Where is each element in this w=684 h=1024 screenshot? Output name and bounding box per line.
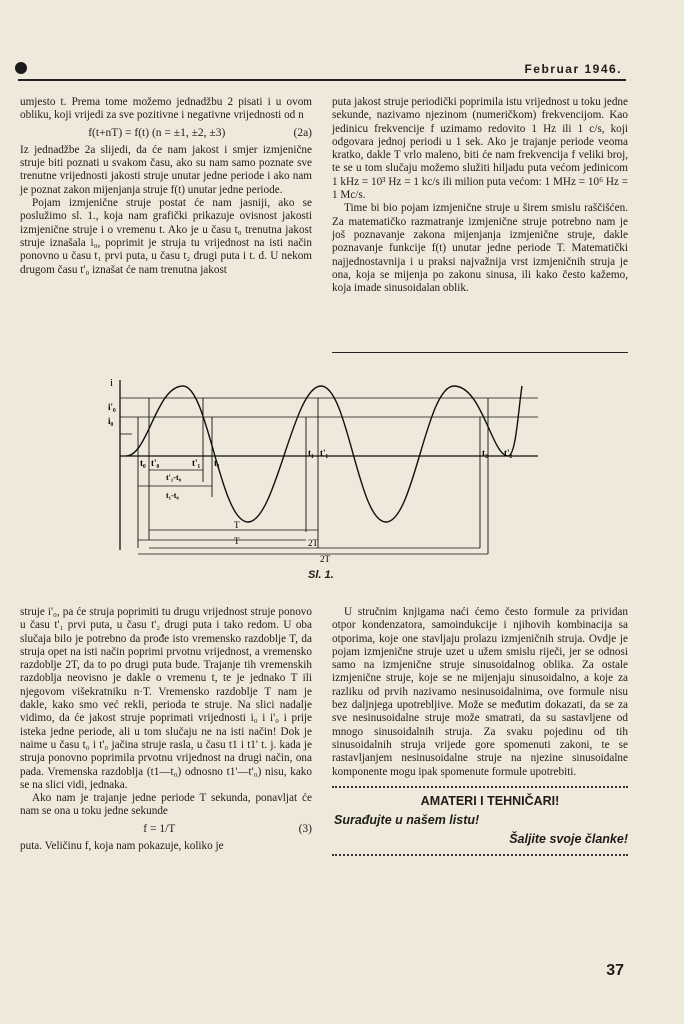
paragraph: Time bi bio pojam izmjenične struje u širem smislu raščišćen. Za matematičko razmatranje izmjenične struje potrebno nam je još poznavanje zakona mijenjanja izmjenične struje, dakle poznavanje funkcije f(t) unutar jedne periode T. Matematički najjednostavnija i u praksi najvažnija vrst izmjeničnih struja je ona, koja se mijenja po zakonu sinusa, ili kako često kažemo, koja imade sinusoidalan oblik. (332, 202, 628, 295)
dotted-rule (332, 786, 628, 788)
label-i0: i₀ (108, 416, 114, 426)
label-t2p: t'₂ (504, 448, 513, 458)
label-t0p: t'₀ (151, 458, 160, 468)
paragraph: umjesto t. Prema tome možemo jednadžbu 2 pisati i u ovom obliku, koji vrijedi za sve pozitivne i negativne vrijednosti od n (20, 96, 312, 122)
label-period-T-2: T (234, 536, 240, 546)
paragraph: Ako nam je trajanje jedne periode T sekunda, ponavljat će nam se ona u toku jedne sekunde (20, 792, 312, 818)
formula-2a (20, 127, 312, 140)
header-bullet (15, 62, 27, 74)
dotted-rule (332, 854, 628, 856)
label-t1-next: t₁ (308, 448, 314, 458)
bottom-left-column (20, 606, 312, 853)
formula-text: f = 1/T (143, 822, 176, 835)
formula-text: f(t+nT) = f(t) (n = ±1, ±2, ±3) (88, 126, 226, 139)
label-t1: t₁ (214, 458, 220, 468)
paragraph: U stručnim knjigama naći ćemo često formule za prividan otpor kondenzatora, samoindukcije i njihovih kombinacija sa otporima, koje one stavljaju prolazu izmjeničnih struja. Ovdje je pojam izmjenične struje uzet u užem smislu riječi, jer se odnosi samo na izmjenične struje sinusoidalnog oblika. Za ostale izmjenične struje, koje se ne mijenjaju sinusoidalno, a koje za razliku od prvih nazivamo nesinusoidalnima, ove formule nisu bez daljnjega upotrebljive. Može se međutim dokazati, da se za sve nesinusoidalne struje može smatrati, da su sastavljene od mnogo sinusoidalnih struja. Za svaku pojedinu od tih sinusoidalnih struja vrijede gore spomenuti zakoni, te se rastavljanjem nesinusoidalne struje na njezine sinusoidalne komponente mogu ipak spomenute formule upotrebiti. (332, 606, 628, 778)
label-period-T-1: T (234, 520, 240, 530)
top-left-column (20, 96, 312, 277)
paragraph: Pojam izmjenične struje postat će nam jasniji, ako se poslužimo sl. 1., koja nam grafički prikazuje ovisnost jakosti izmjenične struje i o vremenu t. Ako je u času t₀ trenutna jakost struje iznašala i₀, poprimit je struja tu vrijednost na isti način ponovno u času t₁ prvi puta, u času t₂ drugi puta i t. d. U nekom drugom času t'₀ iznašat će nam trenutna jakost (20, 197, 312, 276)
header-rule (18, 79, 626, 81)
axis-label-i: i (110, 377, 114, 389)
label-t1p: t'₁ (192, 458, 201, 468)
paragraph: puta jakost struje periodički poprimila istu vrijednost u toku jedne sekunde, nazivamo njezinom (numeričkom) frekvencijom. Kao jedinicu frekvencije f uzimamo redovito 1 Hz ili 1 c/s, koji odgovara jednoj periodi u 1 sek. Ako je trajanje periode veoma kratko, dakle T vrlo maleno, biti će nam frekvencija f veliki broj, te se u tom slučaju možemo služiti hiljadu puta većom jedinicom 1 kHz = 10³ Hz = 1 kc/s ili milion puta većom: 1 MHz = 10⁶ Hz = 1 Mc/s. (332, 96, 628, 202)
bottom-right-column (332, 606, 628, 863)
paragraph: Iz jednadžbe 2a slijedi, da će nam jakost i smjer izmjenične struje biti poznati u svakom času, ako su nam samo poznate sve trenutne vrijednosti jakosti struje unutar jedne periode i ako nam je poznat zakon mijenjanja struje f(t) unutar jedne periode. (20, 143, 312, 196)
formula-number: (2a) (293, 126, 312, 139)
label-t1-minus-t0: t₁-t₀ (166, 491, 179, 500)
ad-headline: AMATERI I TEHNIČARI! (420, 793, 560, 808)
ad-line: Šaljite svoje članke! (509, 832, 628, 847)
label-i0p: i'₀ (108, 402, 116, 412)
formula-number: (3) (298, 822, 312, 835)
label-period-2T-1: 2T (308, 538, 318, 548)
label-t2: t₂ (482, 448, 488, 458)
label-period-2T-2: 2T (320, 554, 330, 564)
column-end-rule (332, 352, 628, 353)
issue-date: Februar 1946. (524, 62, 622, 76)
sine-wave-figure (108, 372, 542, 568)
top-right-column (332, 96, 628, 295)
ad-line: Surađujte u našem listu! (334, 813, 480, 828)
paragraph: puta. Veličinu f, koja nam pokazuje, koliko je (20, 840, 224, 853)
label-t1p-next: t'₁ (320, 448, 329, 458)
figure-caption: Sl. 1. (308, 569, 334, 581)
label-t1p-minus-t0: t'₁-t₀ (166, 473, 182, 482)
label-t0: t₀ (140, 458, 146, 468)
formula-3 (20, 823, 312, 836)
paragraph: struje i'₀, pa će struja poprimiti tu drugu vrijednost struje ponovo u času t'₁ prvi puta, u času t'₂ drugi puta i tako redom. U oba slučaja bilo je potrebno da prođe isto vremensko razdoblje T, da struja opet na isti način poprimi prvotnu vrijednost, a vremensko razdoblje 2T, da to po drugi puta bude. Trajanje tih vremenskih razdoblja neovisno je dakle o vremenu t, te je jednako T ili njegovom višekratniku n·T. Vremensko razdoblje T nam je dakle, kako smo već rekli, perioda te struje. Na slici nadalje vidimo, da će jakost struje poprimati vrijednosti i₀ i i'₀ i prije isteka jedne periode, ali u tom slučaju ne na isti način! Dok je naime u času t₀ i t'₀ jačina struje rasla, u času t1 i t1' t. j. kada je struja ponovno poprimila prvotnu vrijednost na drugi način, ona pada. Vremenska razdoblja (t1—t₀) odnosno t1'—t'₀) nisu, kako se na slici vidi, jednaka. (20, 606, 312, 791)
page-number: 37 (606, 962, 624, 979)
